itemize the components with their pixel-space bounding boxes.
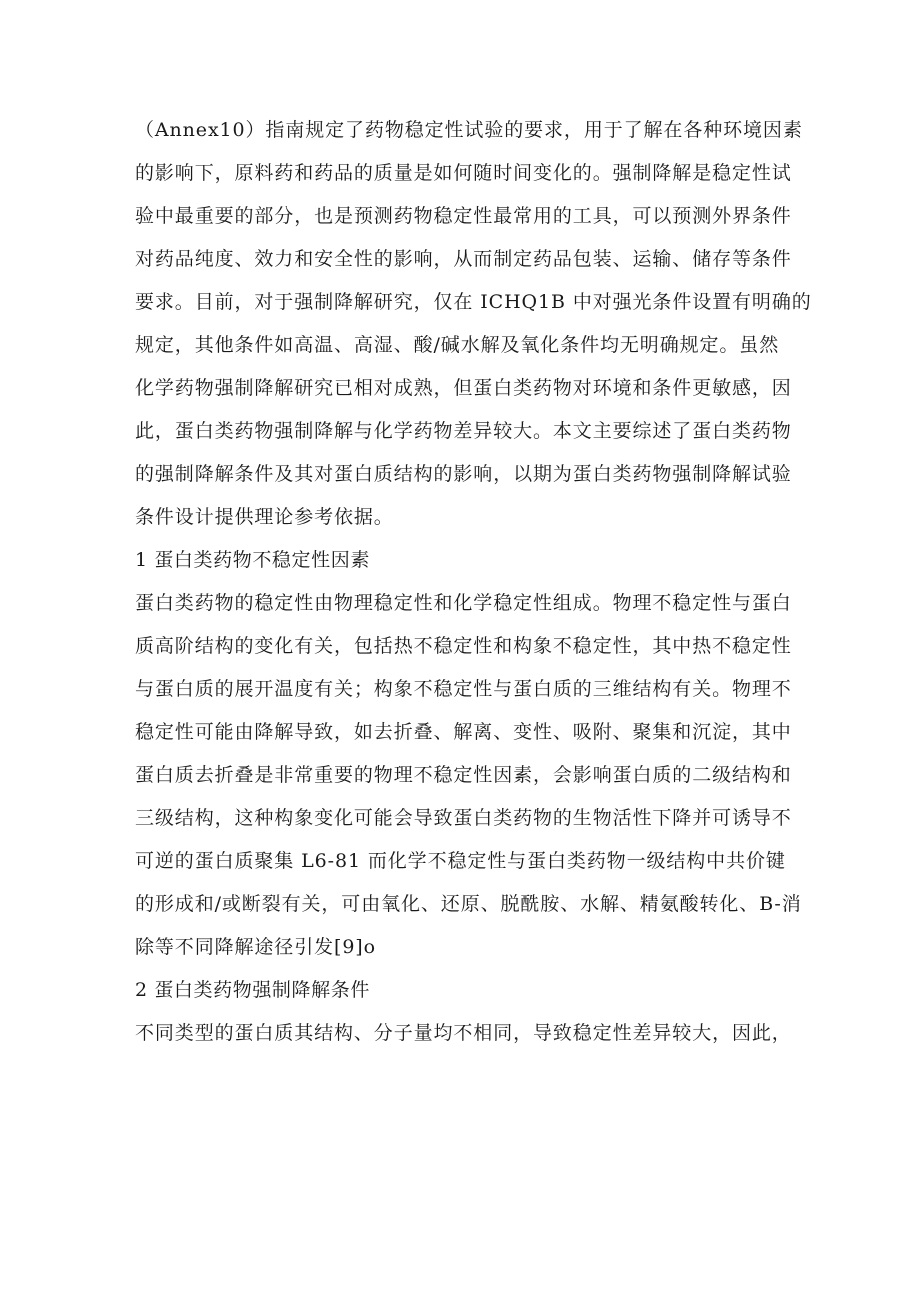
paragraph-line: 三级结构，这种构象变化可能会导致蛋白类药物的生物活性下降并可诱导不 (135, 807, 792, 829)
paragraph-line: 的形成和/或断裂有关，可由氧化、还原、脱酰胺、水解、精氨酸转化、B-消 (135, 893, 802, 915)
paragraph-line: 的影响下，原料药和药品的质量是如何随时间变化的。强制降解是稳定性试 (135, 162, 792, 184)
paragraph-line: 要求。目前，对于强制降解研究，仅在 ICHQ1B 中对强光条件设置有明确的 (135, 291, 812, 313)
paragraph-line: 稳定性可能由降解导致，如去折叠、解离、变性、吸附、聚集和沉淀，其中 (135, 721, 792, 743)
paragraph-line: 的强制降解条件及其对蛋白质结构的影响，以期为蛋白类药物强制降解试验 (135, 463, 792, 485)
paragraph-line: 不同类型的蛋白质其结构、分子量均不相同，导致稳定性差异较大，因此， (135, 1022, 792, 1044)
paragraph-line: 可逆的蛋白质聚集 L6-81 而化学不稳定性与蛋白类药物一级结构中共价键 (135, 850, 786, 872)
paragraph-line: 化学药物强制降解研究已相对成熟，但蛋白类药物对环境和条件更敏感，因 (135, 377, 792, 399)
paragraph-line: 质高阶结构的变化有关，包括热不稳定性和构象不稳定性，其中热不稳定性 (135, 635, 792, 657)
paragraph-line: 蛋白类药物的稳定性由物理稳定性和化学稳定性组成。物理不稳定性与蛋白 (135, 592, 792, 614)
paragraph-line: 验中最重要的部分，也是预测药物稳定性最常用的工具，可以预测外界条件 (135, 205, 792, 227)
paragraph-line: 除等不同降解途径引发[9]o (135, 936, 376, 958)
section-heading: 2 蛋白类药物强制降解条件 (135, 979, 370, 1001)
paragraph-line: 对药品纯度、效力和安全性的影响，从而制定药品包装、运输、储存等条件 (135, 248, 792, 270)
paragraph-line: 规定，其他条件如高温、高湿、酸/碱水解及氧化条件均无明确规定。虽然 (135, 334, 780, 356)
paragraph-line: （Annex10）指南规定了药物稳定性试验的要求，用于了解在各种环境因素 (135, 119, 803, 141)
paragraph-line: 蛋白质去折叠是非常重要的物理不稳定性因素，会影响蛋白质的二级结构和 (135, 764, 792, 786)
paragraph-line: 条件设计提供理论参考依据。 (135, 506, 394, 528)
paragraph-line: 此，蛋白类药物强制降解与化学药物差异较大。本文主要综述了蛋白类药物 (135, 420, 792, 442)
section-heading: 1 蛋白类药物不稳定性因素 (135, 549, 370, 571)
paragraph-line: 与蛋白质的展开温度有关；构象不稳定性与蛋白质的三维结构有关。物理不 (135, 678, 792, 700)
